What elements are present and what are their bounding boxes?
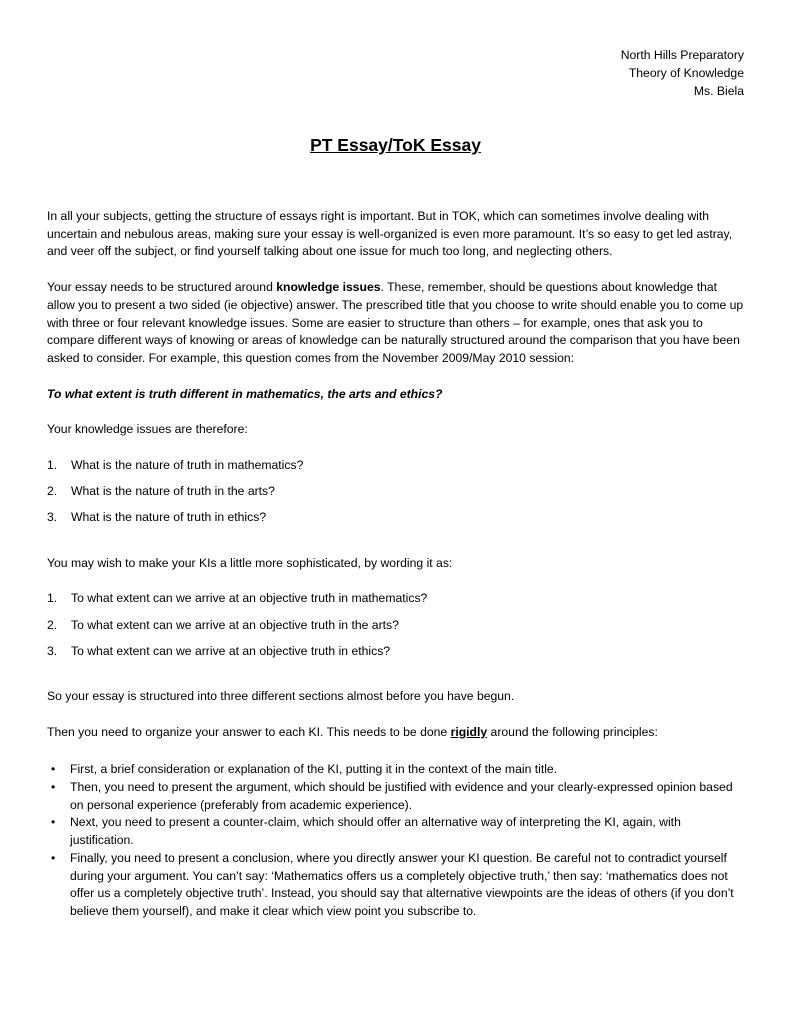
list-item-text: To what extent can we arrive at an objective truth in ethics?	[71, 643, 391, 658]
principles-before: Then you need to organize your answer to each KI. This needs to be done	[47, 724, 451, 739]
list-item-text: Then, you need to present the argument, which should be justified with evidence and your clearly-expressed opinion based on personal experience (preferably from academic experience).	[70, 780, 733, 812]
sophisticated-ki-list	[47, 590, 747, 660]
list-number: 1.	[47, 458, 58, 473]
bullet-icon: •	[51, 762, 56, 777]
sophisticated-intro-line: You may wish to make your KIs a little more sophisticated, by wording it as:	[47, 555, 453, 570]
header-block	[621, 46, 744, 100]
knowledge-issues-term: knowledge issues	[276, 280, 381, 295]
list-item-text: First, a brief consideration or explanation of the KI, putting it in the context of the main title.	[70, 762, 558, 777]
list-item	[47, 590, 747, 608]
list-item	[47, 457, 747, 475]
list-number: 2.	[47, 484, 58, 499]
list-item-text: Next, you need to present a counter-claim, which should offer an alternative way of interpreting the KI, again, with justification.	[70, 815, 681, 848]
list-item-text: To what extent can we arrive at an objective truth in the arts?	[71, 617, 399, 632]
intro-paragraph: In all your subjects, getting the structure of essays right is important. But in TOK, which can sometimes involve dealing with uncertain and nebulous areas, making sure your essay is well-organized is even more paramount. It’s so easy to get led astray, and veer off the subject, or find yourself talking about one issue for much too long, and neglecting others.	[47, 209, 733, 259]
course-name: Theory of Knowledge	[628, 66, 744, 80]
list-item	[47, 850, 747, 921]
bullet-icon: •	[51, 815, 56, 830]
list-number: 3.	[47, 643, 58, 658]
ki-intro-line: Your knowledge issues are therefore:	[47, 422, 248, 437]
rigidly-term: rigidly	[450, 724, 488, 739]
school-name: North Hills Preparatory	[620, 48, 744, 62]
list-number: 2.	[47, 617, 58, 632]
list-item	[47, 779, 747, 814]
list-item-text: To what extent can we arrive at an objective truth in mathematics?	[71, 591, 428, 606]
page-title	[0, 134, 791, 156]
page-title-text: PT Essay/ToK Essay	[310, 135, 481, 155]
example-question: To what extent is truth different in mathematics, the arts and ethics?	[47, 386, 443, 401]
bullet-icon: •	[51, 850, 56, 865]
list-number: 3.	[47, 510, 58, 525]
list-item	[47, 483, 747, 501]
teacher-name: Ms. Biela	[693, 84, 744, 98]
spacer	[47, 536, 747, 555]
structure-paragraph	[47, 279, 747, 368]
structure-after: . These, remember, should be questions about knowledge that allow you to present a two sided (ie objective) answer. The prescribed title that you choose to write should enable you to come up with three or four relevant knowledge issues. Some are easier to structure than others – for example, ones that ask you to compare different ways of knowing or areas of knowledge can be naturally structured around the comparison that you have been asked to consider. For example, this question comes from the November 2009/May 2010 session:	[47, 280, 744, 365]
list-item-text: Finally, you need to present a conclusion, where you directly answer your KI question. Be careful not to contradict yourself during your argument. You can’t say: ‘Mathematics offers us a completely objective truth,’ then say: ‘mathematics does not offer us a completely objective truth’. Instead, you should say that alternative viewpoints are the ideas of others (if you don’t believe them yourself), and make it clear which view point you subscribe to.	[70, 850, 734, 918]
list-item-text: What is the nature of truth in the arts?	[71, 484, 275, 499]
sections-line: So your essay is structured into three different sections almost before you have begun.	[47, 688, 515, 703]
principles-line	[47, 724, 747, 742]
list-item	[47, 643, 747, 661]
structure-before: Your essay needs to be structured around	[47, 280, 277, 295]
list-item	[47, 761, 747, 779]
list-number: 1.	[47, 591, 58, 606]
list-item-text: What is the nature of truth in ethics?	[71, 510, 267, 525]
list-item-text: What is the nature of truth in mathematics?	[71, 458, 304, 473]
principles-after: around the following principles:	[487, 724, 658, 739]
basic-ki-list	[47, 457, 747, 527]
list-item	[47, 617, 747, 635]
list-item	[47, 509, 747, 527]
list-item	[47, 814, 747, 849]
bullet-icon: •	[51, 780, 56, 795]
document-body	[47, 208, 747, 921]
principles-list	[47, 761, 747, 920]
spacer	[47, 669, 747, 688]
